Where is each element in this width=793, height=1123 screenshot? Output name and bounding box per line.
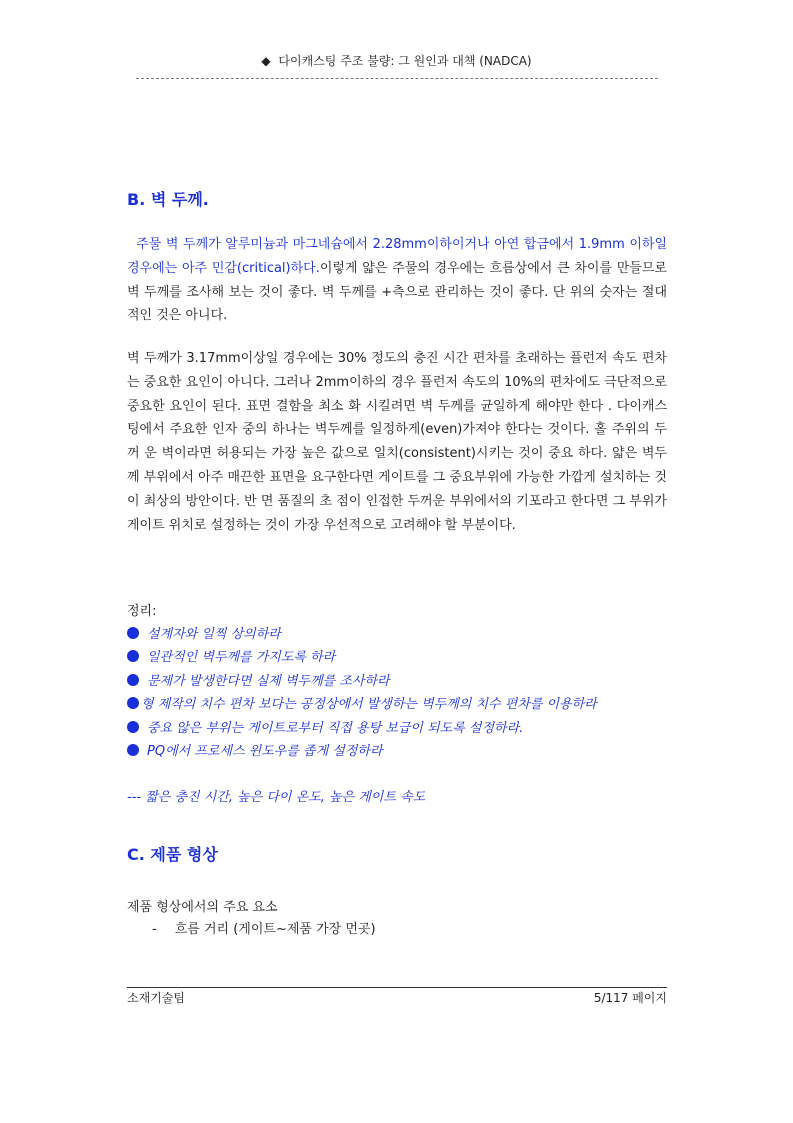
summary-list	[127, 623, 667, 763]
bullet-dot-icon	[127, 627, 139, 639]
summary-title: 정리:	[127, 604, 157, 619]
list-item-text: 문제가 발생한다면 실제 벽두께를 조사하라	[147, 673, 390, 689]
paragraph-1-rest: 이렇게 얇은 주물의 경우에는 흐름상에서 큰 차이를 만들므로 벽 두께를 조사해 보는 것이 좋다. 벽 두께를 +측으로 관리하는 것이 좋다. 단 위의 숫자는 절대적인 것은 아니다.	[127, 260, 667, 324]
section-c-item-text: 흐름 거리 (게이트~제품 가장 먼곳)	[174, 922, 376, 937]
section-b-paragraph-1	[127, 233, 672, 328]
bullet-dot-icon	[127, 650, 139, 662]
dash-marker: -	[152, 922, 157, 937]
bullet-dot-icon	[127, 697, 139, 709]
footer-divider	[127, 987, 667, 988]
footer-page-number: 5/117 페이지	[593, 991, 667, 1005]
header-title: 다이캐스팅 주조 불량: 그 원인과 대책 (NADCA)	[278, 54, 532, 68]
list-item	[127, 740, 667, 763]
section-c-intro: 제품 형상에서의 주요 요소	[127, 900, 278, 915]
list-item-text: 설계자와 일찍 상의하라	[147, 627, 281, 642]
section-c-item	[152, 918, 376, 937]
bullet-dot-icon	[127, 744, 139, 756]
list-item	[127, 717, 667, 740]
header-divider	[136, 78, 658, 79]
section-b-paragraph-2: 벽 두께가 3.17mm이상일 경우에는 30% 정도의 충진 시간 편차를 초래하는 플런저 속도 편차는 중요한 요인이 아니다. 그러나 2mm이하의 경우 플런저 속도의 10%의 편차에도 극단적으로 중요한 요인이 된다. 표면 결함을 최소 화 시킬려면 벽 두께를 균일하게 해야만 한다 . 다이캐스팅에서 주요한 인자 중의 하나는 벽두께를 일정하게(even)가져야 한다는 것이다. 홀 주위의 두꺼 운 벽이라면 허용되는 가장 높은 값으로 일치(consistent)시키는 것이 중요 하다. 얇은 벽두께 부위에서 아주 매끈한 표면을 요구한다면 게이트를 그 중요부위에 가능한 가깝게 설치하는 것이 최상의 방안이다. 반 면 품질의 초 점이 인접한 두꺼운 부위에서의 기포라고 한다면 그 부위가 게이트 위치로 설정하는 것이 가장 우선적으로 고려해야 할 부분이다.	[127, 351, 667, 533]
summary-conditions: --- 짧은 충진 시간, 높은 다이 온도, 높은 게이트 속도	[127, 790, 426, 805]
list-item	[127, 623, 667, 646]
list-item	[127, 670, 667, 693]
bullet-dot-icon	[127, 721, 139, 733]
list-item	[127, 646, 667, 669]
section-b-heading: B. 벽 두께.	[127, 190, 209, 209]
list-item-text: 형 제작의 치수 편차 보다는 공정상에서 발생하는 벽두께의 치수 편차를 이용하라	[141, 697, 597, 713]
list-item-text: 중요 않은 부위는 게이트로부터 직접 용탕 보급이 되도록 설정하라.	[147, 720, 524, 736]
section-c-heading: C. 제품 형상	[127, 845, 218, 864]
footer-team: 소재기술팀	[127, 991, 185, 1005]
list-item	[127, 693, 667, 716]
bullet-dot-icon	[127, 674, 139, 686]
list-item-text: PQ에서 프로세스 윈도우를 좁게 설정하라	[147, 744, 383, 760]
page-header	[0, 52, 793, 69]
paragraph-1-highlight: 주물 벽 두께가 알루미늄과 마그네슘에서 2.28mm이하이거나 아연 합금에서 1.9mm 이하일 경우에는 아주 민감(critical)하다.	[127, 237, 672, 276]
diamond-icon: ◆	[261, 54, 271, 68]
list-item-text: 일관적인 벽두께를 가지도록 하라	[147, 650, 336, 666]
